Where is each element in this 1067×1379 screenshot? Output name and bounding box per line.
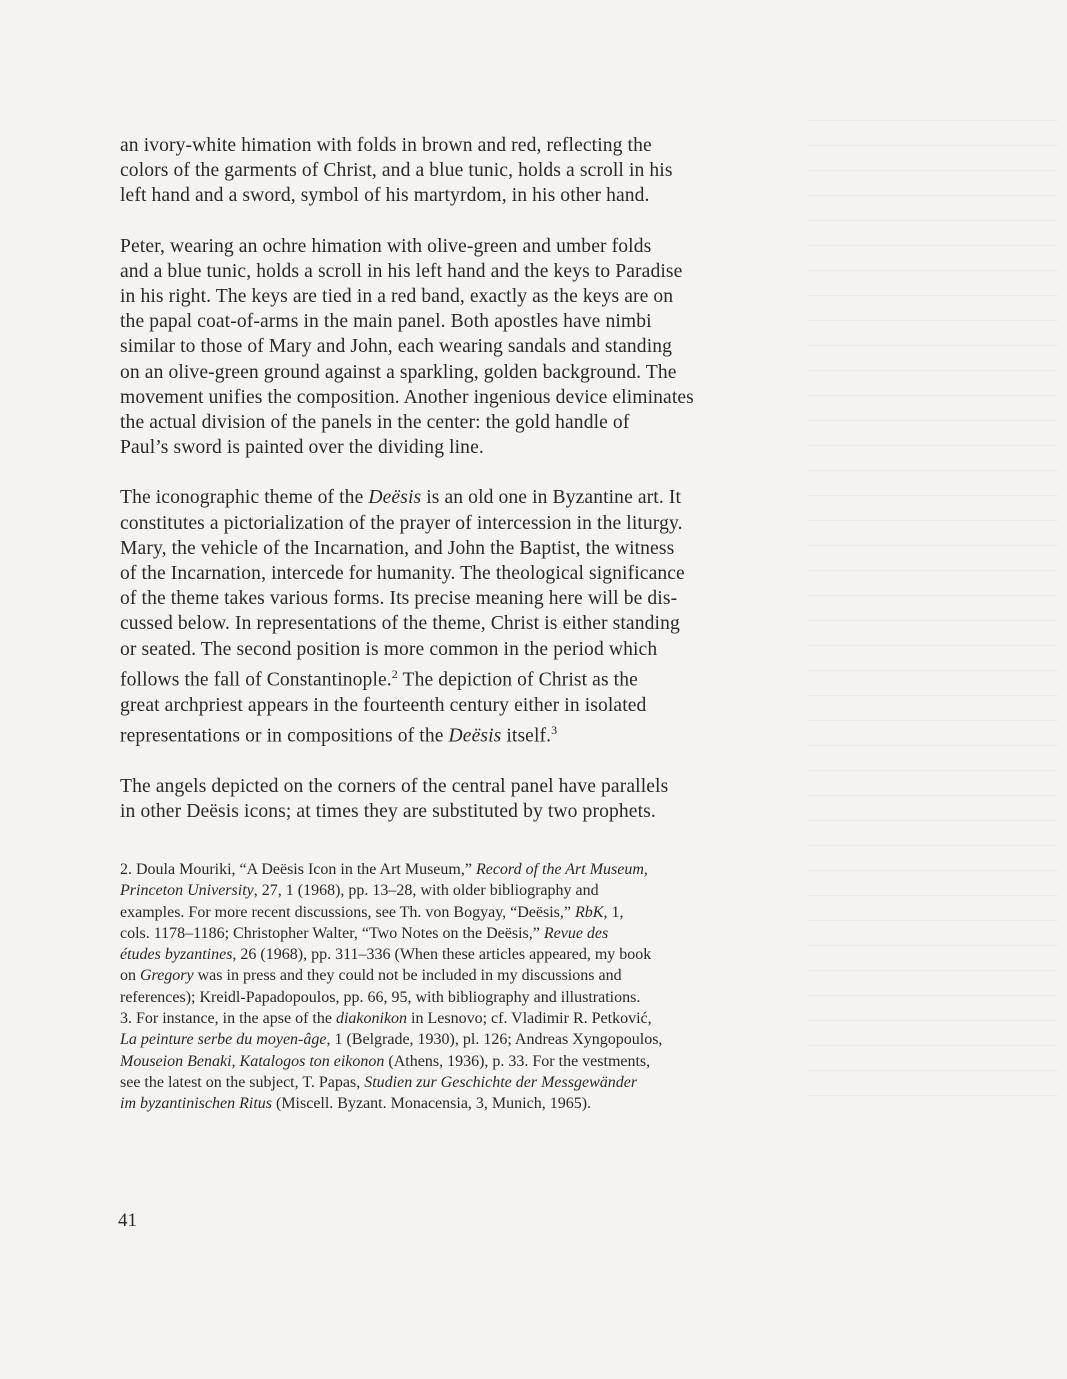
text-line: in his right. The keys are tied in a red band, exactly as the keys are on — [120, 286, 674, 308]
footnote-2 — [120, 859, 800, 1008]
text-run: itself. — [501, 725, 552, 747]
text-run: examples. For more recent discussions, see Th. von Bogyay, “Deësis,” — [120, 903, 576, 921]
text-line: and a blue tunic, holds a scroll in his left hand and the keys to Paradise — [120, 260, 683, 282]
footnotes — [120, 859, 800, 1115]
footnote-line — [120, 1072, 800, 1093]
text-run: , 1 (Belgrade, 1930), pl. 126; Andreas Xyngopoulos, — [326, 1031, 663, 1049]
text-line: left hand and a sword, symbol of his martyrdom, in his other hand. — [120, 185, 650, 207]
text-run: follows the fall of Constantinople. — [120, 669, 392, 691]
footnote-line — [120, 1051, 800, 1072]
italic-term: Deësis — [368, 487, 422, 509]
paragraph-iconography — [120, 485, 800, 748]
text-run: is an old one in Byzantine art. It — [421, 487, 682, 509]
footnote-line — [120, 923, 800, 944]
text-run: 2. Doula Mouriki, “A Deësis Icon in the Art Museum,” — [120, 861, 476, 878]
text-line: an ivory-white himation with folds in brown and red, reflecting the — [120, 135, 652, 156]
text-line: The angels depicted on the corners of the central panel have parallels — [120, 775, 669, 797]
text-line: Mary, the vehicle of the Incarnation, and John the Baptist, the witness — [120, 537, 675, 559]
paragraph-paul — [120, 133, 800, 209]
text-run: cols. 1178–1186; Christopher Walter, “Two Notes on the Deësis,” — [120, 924, 544, 942]
text-line: or seated. The second position is more common in the period which — [120, 638, 658, 660]
italic-title: Mouseion Benaki, Katalogos ton eikonon — [120, 1052, 385, 1070]
italic-title: études byzantines — [120, 946, 233, 964]
text-run: (Miscell. Byzant. Monacensia, 3, Munich, 1965). — [271, 1095, 592, 1113]
footnote-line — [120, 1008, 800, 1029]
footnote-line — [120, 859, 800, 880]
text-line: the papal coat-of-arms in the main panel. Both apostles have nimbi — [120, 311, 652, 333]
footnote-line: references); Kreidl-Papadopoulos, pp. 66, 95, with bibliography and illustrations. — [120, 988, 641, 1006]
show-through-text — [808, 120, 1058, 1120]
text-run: 3. For instance, in the apse of the — [120, 1010, 336, 1028]
text-line: movement unifies the composition. Another ingenious device eliminates — [120, 386, 694, 408]
text-line: in other Deësis icons; at times they are substituted by two prophets. — [120, 800, 656, 822]
footnote-line — [120, 965, 800, 986]
paragraph-peter — [120, 234, 800, 461]
text-run: on — [120, 967, 140, 985]
footnote-line — [120, 902, 800, 923]
italic-title: Revue des — [543, 924, 609, 942]
footnote-line — [120, 944, 800, 965]
paragraph-angels — [120, 774, 800, 824]
text-line: constitutes a pictorialization of the prayer of intercession in the liturgy. — [120, 512, 683, 534]
text-line: Paul’s sword is painted over the dividing line. — [120, 437, 484, 459]
italic-term: diakonikon — [335, 1010, 408, 1028]
page-number: 41 — [118, 1210, 137, 1231]
main-text — [120, 133, 800, 849]
text-run: (Athens, 1936), p. 33. For the vestments, — [384, 1052, 651, 1070]
footnote-line — [120, 880, 800, 901]
italic-title: Studien zur Geschichte der Messgewänder — [364, 1073, 638, 1091]
italic-title: Gregory — [140, 967, 194, 985]
text-run: see the latest on the subject, T. Papas, — [120, 1073, 365, 1091]
text-line: similar to those of Mary and John, each wearing sandals and standing — [120, 336, 673, 358]
text-run: representations or in compositions of the — [120, 725, 449, 747]
text-run: , 26 (1968), pp. 311–336 (When these articles appeared, my book — [232, 946, 652, 964]
text-line: great archpriest appears in the fourteenth century either in isolated — [120, 694, 647, 716]
text-line: of the theme takes various forms. Its precise meaning here will be dis- — [120, 588, 678, 610]
italic-term: Deësis — [448, 725, 502, 747]
italic-title: RbK — [575, 903, 604, 921]
footnote-line — [120, 1029, 800, 1050]
italic-title: Princeton University — [120, 882, 254, 900]
text-line: on an olive-green ground against a sparkling, golden background. The — [120, 361, 677, 383]
text-line — [120, 662, 800, 693]
italic-title: Record of the Art Museum, — [475, 861, 648, 878]
text-run: , 1, — [603, 903, 624, 921]
text-run: The depiction of Christ as the — [397, 669, 638, 691]
italic-title: La peinture serbe du moyen-âge — [120, 1031, 327, 1049]
text-line: the actual division of the panels in the center: the gold handle of — [120, 412, 630, 434]
text-line: Peter, wearing an ochre himation with olive-green and umber folds — [120, 235, 652, 257]
italic-title: im byzantinischen Ritus — [120, 1095, 272, 1113]
text-run: The iconographic theme of the — [120, 487, 369, 509]
footnote-ref: 3 — [551, 722, 558, 737]
text-line — [120, 485, 800, 510]
footnote-ref: 2 — [391, 666, 398, 681]
text-line: colors of the garments of Christ, and a blue tunic, holds a scroll in his — [120, 160, 673, 182]
text-run: , 27, 1 (1968), pp. 13–28, with older bibliography and — [253, 882, 599, 900]
text-line: cussed below. In representations of the theme, Christ is either standing — [120, 613, 680, 635]
text-run: was in press and they could not be included in my discussions and — [193, 967, 622, 985]
text-run: in Lesnovo; cf. Vladimir R. Petković, — [407, 1010, 652, 1028]
text-line — [120, 718, 800, 749]
footnote-line — [120, 1093, 800, 1114]
footnote-3 — [120, 1008, 800, 1114]
text-line: of the Incarnation, intercede for humanity. The theological significance — [120, 563, 685, 585]
